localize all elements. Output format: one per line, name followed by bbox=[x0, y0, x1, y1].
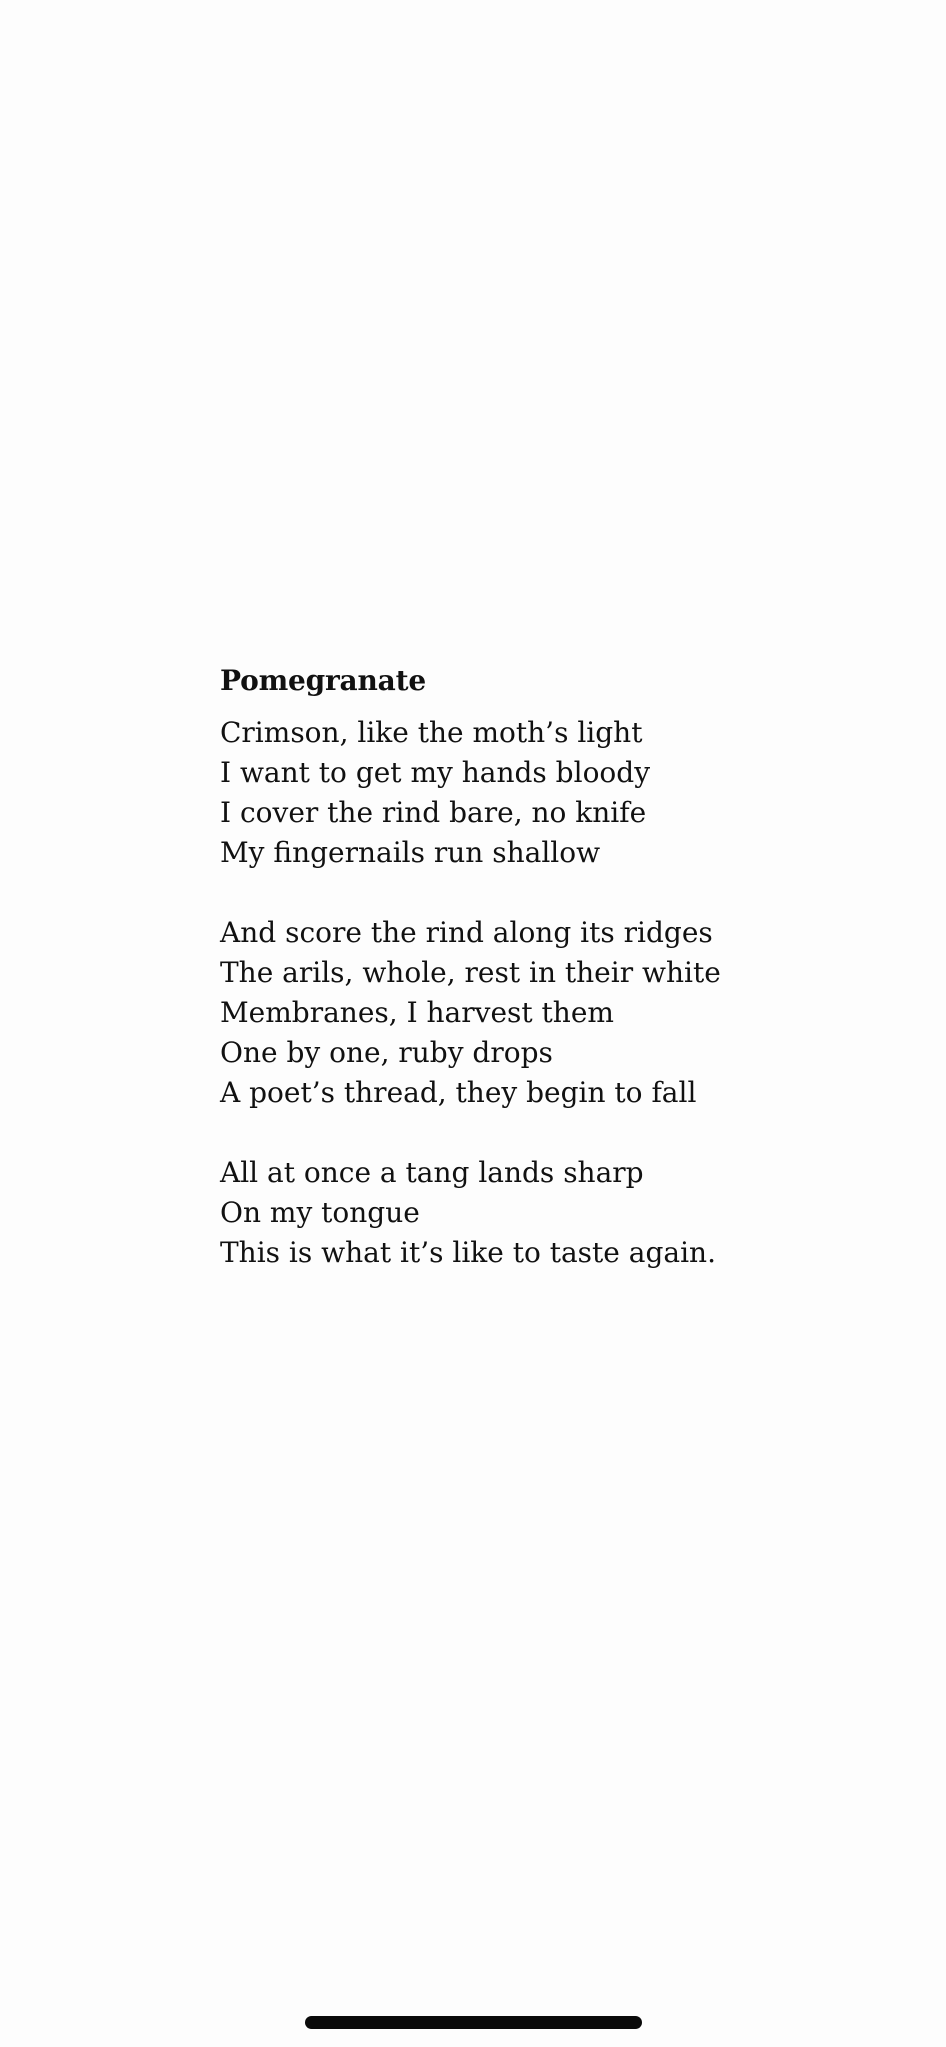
poem-line: This is what it’s like to taste again. bbox=[220, 1236, 716, 1269]
home-indicator[interactable] bbox=[305, 2016, 642, 2029]
poem-line: My fingernails run shallow bbox=[220, 836, 601, 869]
poem-container bbox=[220, 663, 900, 1273]
stanza-1 bbox=[220, 713, 900, 873]
poem-line: On my tongue bbox=[220, 1196, 420, 1229]
stanza-2 bbox=[220, 913, 900, 1113]
poem-title: Pomegranate bbox=[220, 664, 426, 697]
poem-line: And score the rind along its ridges bbox=[220, 916, 713, 949]
poem-line: One by one, ruby drops bbox=[220, 1036, 553, 1069]
poem-line: Crimson, like the moth’s light bbox=[220, 716, 643, 749]
poem-line: The arils, whole, rest in their white bbox=[220, 956, 721, 989]
poem-line: A poet’s thread, they begin to fall bbox=[220, 1076, 697, 1109]
poem-line: Membranes, I harvest them bbox=[220, 996, 614, 1029]
poem-line: All at once a tang lands sharp bbox=[220, 1156, 644, 1189]
stanza-3 bbox=[220, 1153, 900, 1273]
poem-line: I cover the rind bare, no knife bbox=[220, 796, 647, 829]
poem-line: I want to get my hands bloody bbox=[220, 756, 651, 789]
